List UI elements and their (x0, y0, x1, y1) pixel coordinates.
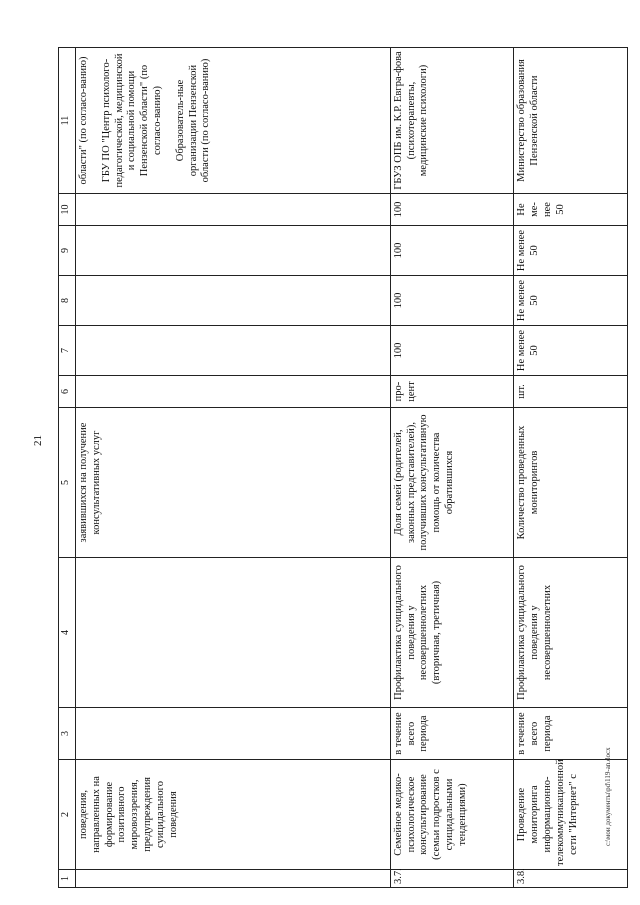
column-number-row (59, 48, 76, 888)
column-header: 4 (59, 558, 76, 708)
table-row (76, 48, 391, 888)
measure-value (76, 276, 391, 326)
column-header: 2 (59, 760, 76, 870)
column-header: 1 (59, 870, 76, 888)
executor-entry: ГБУ ПО "Центр психолого-педагогической, медицинской и социальной помощи Пензенской области" (по согласо-ванию) (100, 53, 163, 188)
measure-value: 100 (390, 276, 514, 326)
column-header: 8 (59, 276, 76, 326)
column-header: 10 (59, 194, 76, 226)
responsible-executors (390, 48, 514, 194)
executor-entry: области" (по согласо-ванию) (78, 56, 89, 185)
measure-period: в течение всего периода (390, 708, 514, 760)
measure-period (76, 708, 391, 760)
row-number (76, 870, 391, 888)
measure-indicator: Доля семей (родителей, законных представителей), получивших консультативную помощь от количества обратившихся (390, 408, 514, 558)
executor-entry: ГБУЗ ОПБ им. К.Р. Евгра-фова (психотерапевты, медицинские психологи) (392, 51, 430, 190)
executor-entry: Министерство образования Пензенской области (516, 59, 541, 182)
page-number: 21 (32, 435, 44, 446)
column-header: 6 (59, 376, 76, 408)
row-number: 3.8. (514, 870, 628, 888)
column-header: 7 (59, 326, 76, 376)
measure-goal: Профилактика суицидального поведения у несовершеннолетних (вторичная, третичная) (390, 558, 514, 708)
row-number: 3.7. (390, 870, 514, 888)
table-row (390, 48, 514, 888)
measure-value: Не менее 50 (514, 226, 628, 276)
measures-table (58, 47, 628, 888)
responsible-executors (76, 48, 391, 194)
measure-unit (76, 376, 391, 408)
responsible-executors (514, 48, 628, 194)
measures-table-wrapper (58, 48, 628, 888)
measure-value: Не менее 50 (514, 326, 628, 376)
measure-value: 100 (390, 194, 514, 226)
measure-value (76, 326, 391, 376)
measure-unit: шт. (514, 376, 628, 408)
measure-value (76, 194, 391, 226)
measure-value: Не ме-нее 50 (514, 194, 628, 226)
measure-indicator: заявившихся на получение консультативных услуг (76, 408, 391, 558)
measure-unit: про-цент (390, 376, 514, 408)
measure-goal: Профилактика суицидального поведения у несовершеннолетних (514, 558, 628, 708)
executor-entry: Образователь-ные организации Пензенской области (по согласо-ванию) (174, 58, 212, 183)
measure-indicator: Количество проведенных мониторингов (514, 408, 628, 558)
footer-file-path: c:\мои документы\pd\119-an.docx (604, 747, 612, 846)
measure-name: Семейное медико-психологическое консультирование (семьи подростков с суицидальными тенденциями) (390, 760, 514, 870)
measure-name: Проведение мониторинга информационно-телекоммуникационной сети "Интернет" с (514, 760, 628, 870)
measure-value: 100 (390, 326, 514, 376)
measure-value: 100 (390, 226, 514, 276)
column-header: 5 (59, 408, 76, 558)
measure-goal (76, 558, 391, 708)
measure-name: поведения, направленных на формирование позитивного мировоззрения, предупреждения суицидального поведения (76, 760, 391, 870)
measure-value: Не менее 50 (514, 276, 628, 326)
measure-period: в течение всего периода (514, 708, 628, 760)
column-header: 9 (59, 226, 76, 276)
measure-value (76, 226, 391, 276)
column-header: 3 (59, 708, 76, 760)
column-header: 11 (59, 48, 76, 194)
